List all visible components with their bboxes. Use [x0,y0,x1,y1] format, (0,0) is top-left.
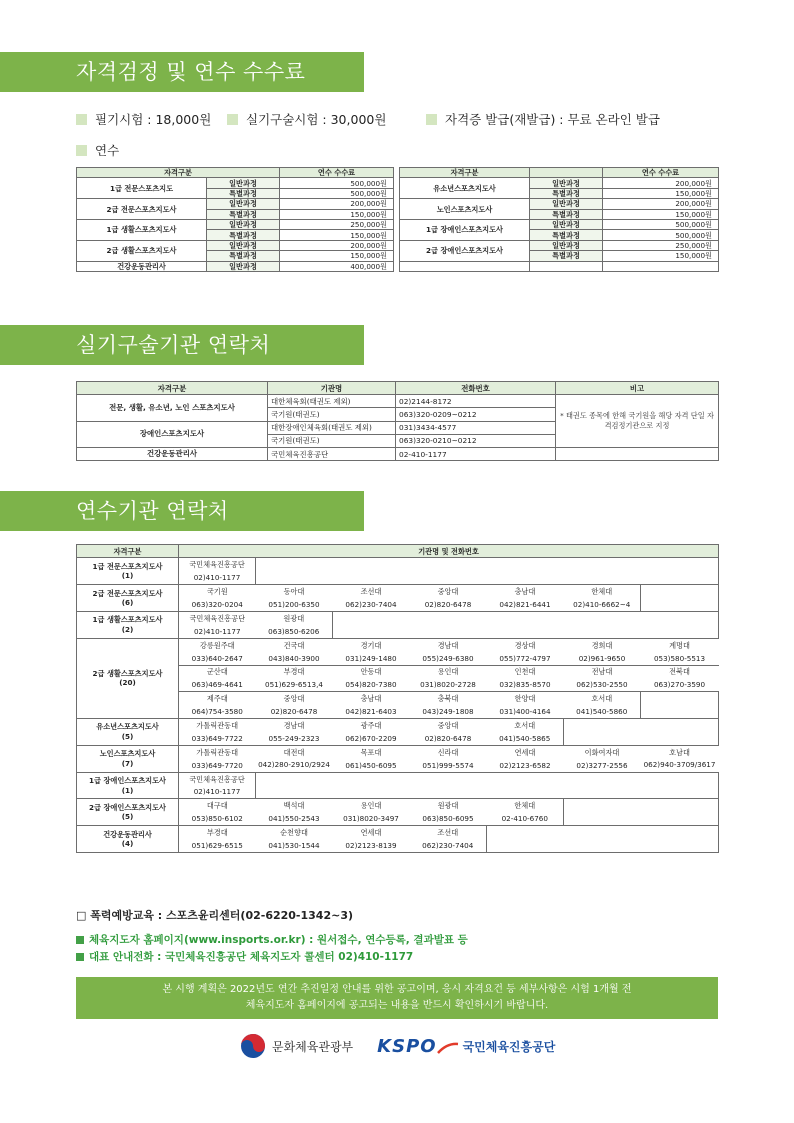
contact-line [76,949,413,964]
training-empty [487,826,719,853]
training-label-row [76,141,734,159]
training-org-name: 경상대 [487,638,564,651]
training-org-phone: 055)249-6380 [410,652,487,665]
training-org-name: 충남대 [333,692,410,705]
training-org-phone: 02)961-9650 [564,652,641,665]
training-category [77,638,179,718]
training-org-name: 중앙대 [256,692,333,705]
training-org-phone: 033)649-7722 [179,732,256,745]
training-empty [641,585,719,612]
training-org-phone: 042)821-6403 [333,705,410,718]
training-org-name: 신라대 [410,745,487,758]
notice-line-2: 체육지도자 홈페이지에 공고되는 내용을 반드시 확인하시기 바랍니다. [245,1000,549,1011]
practical-header-phone: 전화번호 [396,382,556,395]
practical-org: 국기원(태권도) [268,408,396,421]
training-org-phone: 063)270-3590 [641,678,719,691]
footer-logos [240,1030,555,1062]
training-org-name: 용인대 [410,665,487,678]
training-header-category: 자격구분 [77,545,179,558]
fee-amount: 150,000원 [603,251,719,261]
fee-amount: 500,000원 [603,219,719,229]
training-fee-table [76,167,719,272]
fee-amount: 200,000원 [280,199,394,209]
training-org-phone: 02)3277-2556 [564,759,641,772]
training-category [77,585,179,612]
fee-row [77,261,719,271]
training-org-name: 부경대 [256,665,333,678]
training-empty [333,611,719,638]
training-name-row [77,745,719,758]
fee-amount: 150,000원 [603,209,719,219]
contact-text: 대표 안내전화 : 국민체육진흥공단 체육지도자 콜센터 02)410-1177 [89,951,414,963]
training-org-phone: 02)2123-6582 [487,759,564,772]
fee-course: 일반과정 [530,199,603,209]
training-category-name: 2급 전문스포츠지도사 [92,588,163,598]
fee-category: 2급 장애인스포츠지도사 [400,240,530,261]
training-empty [564,719,719,746]
fee-course: 일반과정 [207,219,280,229]
training-org-name: 대구대 [179,799,256,812]
fee-course: 특별과정 [207,209,280,219]
training-category-name: 1급 전문스포츠지도사 [92,561,163,571]
practical-category: 건강운동관리사 [77,447,268,460]
practical-note: * 태권도 종목에 한해 국기원을 해당 자격 단일 자격검정기관으로 지정 [556,395,719,448]
fee-practical-text: 실기구술시험 : 30,000원 [246,112,387,127]
training-org-name: 국민체육진흥공단 [179,772,256,785]
training-org-phone: 062)230-7404 [410,839,487,852]
training-org-name: 가톨릭관동대 [179,745,256,758]
training-category-count: (6) [121,598,134,608]
training-category-count: (5) [121,812,134,822]
training-category [77,826,179,853]
fee-amount: 200,000원 [603,199,719,209]
training-org-name: 원광대 [410,799,487,812]
training-org-name: 한양대 [487,692,564,705]
training-category-name: 1급 장애인스포츠지도사 [89,776,166,786]
training-org-phone: 061)450-6095 [333,759,410,772]
training-org-name: 원광대 [256,611,333,624]
training-category [77,772,179,799]
training-org-name: 국민체육진흥공단 [179,558,256,571]
homepage-line [76,932,468,947]
training-org-name: 백석대 [256,799,333,812]
practical-header-org: 기관명 [268,382,396,395]
training-org-phone: 031)8020-2728 [410,678,487,691]
training-category-count: (7) [121,758,134,768]
taegeuk-icon [240,1033,266,1059]
table-cell [603,261,719,271]
training-org-phone: 02)2123-8139 [333,839,410,852]
fee-course: 일반과정 [207,261,280,271]
fee-course: 특별과정 [530,230,603,240]
fee-gap [394,209,400,219]
training-org-phone: 063)469-4641 [179,678,256,691]
training-org-name: 경희대 [564,638,641,651]
practical-org: 국민체육진흥공단 [268,447,396,460]
training-name-row [77,719,719,732]
fee-amount: 150,000원 [603,188,719,198]
training-empty [256,772,719,799]
training-org-name: 강릉원주대 [179,638,256,651]
agency-name: 국민체육진흥공단 [462,1039,556,1054]
training-org-name: 연세대 [487,745,564,758]
fee-course: 특별과정 [530,209,603,219]
training-org-phone: 02)820-6478 [256,705,333,718]
section-title-practical: 실기구술기관 연락처 [0,325,364,365]
training-empty [641,692,719,719]
practical-org: 국기원(태권도) [268,434,396,447]
training-org-name: 이화여자대 [564,745,641,758]
training-org-name: 경남대 [256,719,333,732]
fee-gap [394,251,400,261]
fee-category: 1급 전문스포츠지도 [77,178,207,199]
table-cell [530,261,603,271]
training-label: 연수 [95,143,120,158]
training-org-name: 국기원 [179,585,256,598]
training-org-table [76,544,719,853]
fee-course: 일반과정 [530,219,603,229]
training-org-phone: 031)400-4164 [487,705,564,718]
training-org-name: 가톨릭관동대 [179,719,256,732]
fee-row [77,219,719,229]
training-org-name: 전남대 [564,665,641,678]
training-org-phone: 02)410-6662~4 [564,598,641,611]
fee-category: 1급 장애인스포츠지도사 [400,219,530,240]
training-org-name: 호서대 [487,719,564,732]
training-org-phone: 033)640-2647 [179,652,256,665]
training-org-phone: 063)850-6095 [410,812,487,825]
training-org-name: 광주대 [333,719,410,732]
practical-category: 장애인스포츠지도사 [77,421,268,447]
training-name-row [77,585,719,598]
training-category-count: (1) [121,785,134,795]
training-category-count: (20) [119,678,136,688]
training-name-row [77,826,719,839]
training-org-name: 한체대 [487,799,564,812]
training-org-phone: 041)550-2543 [256,812,333,825]
practical-org: 대한장애인체육회(태권도 제외) [268,421,396,434]
fee-course: 특별과정 [530,188,603,198]
fee-course: 특별과정 [530,251,603,261]
training-category-name: 유소년스포츠지도사 [96,722,159,732]
training-category-count: (5) [121,731,134,741]
training-empty [256,558,719,585]
practical-row [77,447,719,460]
practical-contact-table [76,381,719,461]
practical-phone: 02)2144-8172 [396,395,556,408]
training-org-name: 한체대 [564,585,641,598]
training-category-name: 건강운동관리사 [103,829,152,839]
fee-row [77,199,719,209]
training-org-phone: 02)410-1177 [179,786,256,799]
fee-written-text: 필기시험 : 18,000원 [95,112,212,127]
training-org-phone: 051)629-6515 [179,839,256,852]
training-category-count: (1) [121,571,134,581]
training-org-name: 조선대 [410,826,487,839]
fee-gap [394,230,400,240]
training-org-name: 대전대 [256,745,333,758]
training-org-phone: 051)200-6350 [256,598,333,611]
training-org-phone: 02)820-6478 [410,732,487,745]
practical-header-category: 자격구분 [77,382,268,395]
training-header-orgs: 기관명 및 전화번호 [179,545,719,558]
training-org-phone: 031)8020-3497 [333,812,410,825]
training-org-phone: 02)410-1177 [179,625,256,638]
fee-written [76,110,211,128]
training-category-name: 노인스포츠지도사 [99,749,156,759]
training-category [77,611,179,638]
fee-category: 노인스포츠지도사 [400,199,530,220]
training-category [77,745,179,772]
fee-header-right-fee: 연수 수수료 [603,168,719,178]
practical-org: 대한체육회(태권도 제외) [268,395,396,408]
notice-box [76,977,718,1019]
fee-header-right-category: 자격구분 [400,168,530,178]
training-org-phone: 054)820-7380 [333,678,410,691]
ministry-name: 문화체육관광부 [272,1039,354,1054]
training-name-row [77,611,719,624]
training-org-phone: 062)230-7404 [333,598,410,611]
training-org-name: 군산대 [179,665,256,678]
training-org-phone: 053)580-5513 [641,652,719,665]
training-name-row [77,638,719,651]
practical-note-empty [556,447,719,460]
fee-course: 일반과정 [207,240,280,250]
training-org-phone: 043)840-3900 [256,652,333,665]
training-org-name: 호남대 [641,745,719,758]
training-org-phone: 051)629-6513,4 [256,678,333,691]
fee-course: 일반과정 [530,178,603,188]
training-org-phone: 043)249-1808 [410,705,487,718]
training-name-row [77,799,719,812]
practical-header-note: 비고 [556,382,719,395]
training-org-name: 목포대 [333,745,410,758]
fee-course: 일반과정 [207,178,280,188]
practical-phone: 031)3434-4577 [396,421,556,434]
training-category-name: 2급 생활스포츠지도사 [92,668,163,678]
training-org-name: 전북대 [641,665,719,678]
training-org-phone: 031)249-1480 [333,652,410,665]
training-org-name: 동아대 [256,585,333,598]
training-org-name: 충남대 [487,585,564,598]
training-org-name: 경기대 [333,638,410,651]
fee-course: 특별과정 [207,188,280,198]
fee-course: 일반과정 [530,240,603,250]
training-org-phone: 062)940-3709/3617 [641,759,719,772]
fee-amount: 200,000원 [280,240,394,250]
training-org-phone: 02)820-6478 [410,598,487,611]
training-name-row [77,772,719,785]
fee-amount: 500,000원 [280,178,394,188]
training-org-name: 호서대 [564,692,641,705]
training-org-name: 국민체육진흥공단 [179,611,256,624]
table-cell [400,261,530,271]
training-org-phone: 042)280-2910/2924 [256,759,333,772]
training-org-phone: 064)754-3580 [179,705,256,718]
section-title-training: 연수기관 연락처 [0,491,364,531]
kspo-logo: KSPO [377,1035,437,1057]
fee-amount: 150,000원 [280,251,394,261]
training-org-phone: 051)999-5574 [410,759,487,772]
training-org-name: 제주대 [179,692,256,705]
fee-amount: 150,000원 [280,209,394,219]
training-name-row [77,558,719,571]
training-category-count: (2) [121,624,134,634]
training-category-count: (4) [121,839,134,849]
training-org-phone: 02-410-6760 [487,812,564,825]
swoosh-icon [437,1041,459,1055]
training-org-phone: 062)530-2550 [564,678,641,691]
training-org-name: 연세대 [333,826,410,839]
training-category [77,799,179,826]
training-category [77,719,179,746]
fee-header-left-category: 자격구분 [77,168,280,178]
training-org-phone: 041)540-5860 [564,705,641,718]
fee-amount: 200,000원 [603,178,719,188]
section-title-fees: 자격검정 및 연수 수수료 [0,52,364,92]
training-org-name: 건국대 [256,638,333,651]
training-org-phone: 055-249-2323 [256,732,333,745]
fee-category: 2급 전문스포츠지도사 [77,199,207,220]
training-category-name: 1급 생활스포츠지도사 [92,615,163,625]
fee-gap [394,188,400,198]
fee-category: 유소년스포츠지도사 [400,178,530,199]
fee-row [77,240,719,250]
training-org-phone: 041)530-1544 [256,839,333,852]
training-org-phone: 032)835-8570 [487,678,564,691]
practical-phone: 063)320-0209~0212 [396,408,556,421]
training-org-name: 충북대 [410,692,487,705]
fee-practical [227,110,386,128]
training-empty [564,799,719,826]
fee-row [77,178,719,188]
fee-header-left-fee: 연수 수수료 [280,168,394,178]
training-category [77,558,179,585]
fee-course: 특별과정 [207,230,280,240]
training-org-name: 안동대 [333,665,410,678]
notice-line-1: 본 시행 계획은 2022년도 연간 추진일정 안내를 위한 공고이며, 응시 자격요건 등 세부사항은 시험 1개월 전 [162,984,632,995]
training-org-name: 조선대 [333,585,410,598]
fee-category: 건강운동관리사 [77,261,207,271]
training-org-name: 인천대 [487,665,564,678]
fee-amount: 500,000원 [603,230,719,240]
fee-course: 일반과정 [207,199,280,209]
fee-category: 2급 생활스포츠지도사 [77,240,207,261]
practical-phone: 063)320-0210~0212 [396,434,556,447]
fee-license-text: 자격증 발급(재발급) : 무료 온라인 발급 [445,112,660,127]
violence-education: □ 폭력예방교육 : 스포츠윤리센터(02-6220-1342~3) [76,909,354,922]
fee-course: 특별과정 [207,251,280,261]
training-org-phone: 062)670-2209 [333,732,410,745]
homepage-text: 체육지도자 홈페이지(www.insports.or.kr) : 원서접수, 연수등록, 결과발표 등 [89,934,468,946]
fee-amount: 400,000원 [280,261,394,271]
practical-row [77,395,719,408]
training-category-name: 2급 장애인스포츠지도사 [89,802,166,812]
training-org-phone: 02)410-1177 [179,571,256,584]
training-org-name: 중앙대 [410,719,487,732]
training-org-name: 계명대 [641,638,719,651]
training-org-phone: 063)850-6206 [256,625,333,638]
fee-amount: 250,000원 [603,240,719,250]
fee-license [426,110,660,128]
training-org-phone: 053)850-6102 [179,812,256,825]
fee-amount: 500,000원 [280,188,394,198]
training-org-phone: 033)649-7720 [179,759,256,772]
training-org-phone: 042)821-6441 [487,598,564,611]
fee-summary [76,110,734,128]
training-org-name: 부경대 [179,826,256,839]
practical-category: 전문, 생활, 유소년, 노인 스포츠지도사 [77,395,268,421]
training-org-phone: 055)772-4797 [487,652,564,665]
training-org-name: 경남대 [410,638,487,651]
fee-category: 1급 생활스포츠지도사 [77,219,207,240]
training-org-name: 용인대 [333,799,410,812]
training-org-name: 순천향대 [256,826,333,839]
training-org-phone: 041)540-5865 [487,732,564,745]
practical-phone: 02-410-1177 [396,447,556,460]
training-org-phone: 063)320-0204 [179,598,256,611]
training-org-name: 중앙대 [410,585,487,598]
fee-amount: 250,000원 [280,219,394,229]
fee-amount: 150,000원 [280,230,394,240]
